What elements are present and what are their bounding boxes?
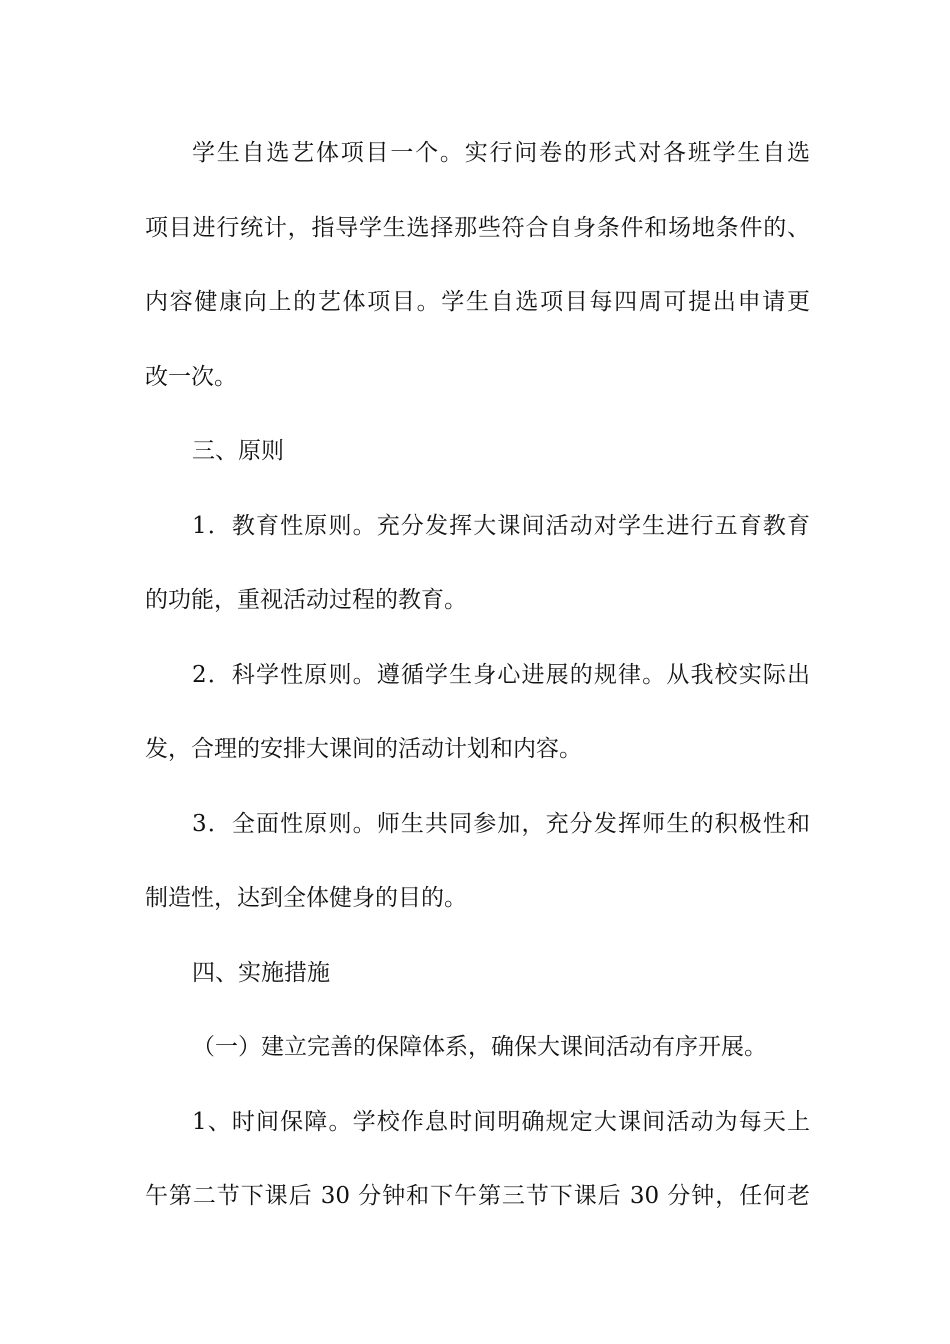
paragraph-line: 学生自选艺体项目一个。实行问卷的形式对各班学生自选: [192, 140, 810, 166]
paragraph-line: 午第二节下课后 30 分钟和下午第三节下课后 30 分钟，任何老: [145, 1183, 810, 1209]
section-heading: 三、原则: [192, 438, 284, 464]
document-body: [145, 128, 810, 1246]
paragraph-line: 的功能，重视活动过程的教育。: [145, 587, 467, 613]
paragraph-line: 发，合理的安排大课间的活动计划和内容。: [145, 736, 582, 762]
subsection-heading: （一）建立完善的保障体系，确保大课间活动有序开展。: [192, 1034, 767, 1060]
paragraph-line: 内容健康向上的艺体项目。学生自选项目每四周可提出申请更: [145, 289, 810, 315]
paragraph-line: 1．教育性原则。充分发挥大课间活动对学生进行五育教育: [192, 512, 810, 539]
paragraph-line: 制造性，达到全体健身的目的。: [145, 885, 467, 911]
paragraph-line: 1、时间保障。学校作息时间明确规定大课间活动为每天上: [192, 1108, 810, 1135]
paragraph-line: 改一次。: [145, 363, 237, 390]
paragraph-line: 3．全面性原则。师生共同参加，充分发挥师生的积极性和: [192, 810, 810, 837]
section-heading: 四、实施措施: [192, 959, 330, 986]
paragraph-line: 项目进行统计，指导学生选择那些符合自身条件和场地条件的、: [145, 214, 810, 241]
paragraph-line: 2．科学性原则。遵循学生身心进展的规律。从我校实际出: [192, 661, 810, 688]
